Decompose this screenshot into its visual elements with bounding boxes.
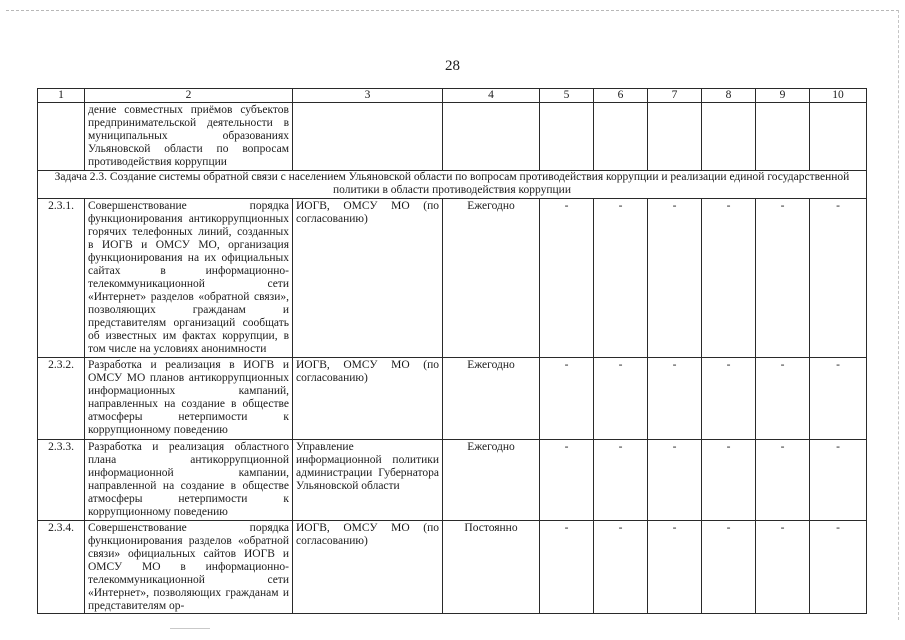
- row-number: 2.3.4.: [38, 521, 85, 614]
- scan-edge-top: [6, 10, 899, 11]
- scan-edge-right: [898, 10, 899, 620]
- value-cell: -: [648, 358, 702, 440]
- value-cell: -: [810, 199, 867, 358]
- empty-cell: [594, 103, 648, 171]
- measure-text: Разработка и реализация в ИОГВ и ОМСУ МО планов антикоррупционных информационных кампаний, направленных на создание в обществе атмосферы нетерпимости к коррупционному поведению: [85, 358, 293, 440]
- column-header: 5: [540, 89, 594, 103]
- value-cell: -: [648, 521, 702, 614]
- value-cell: -: [810, 358, 867, 440]
- empty-cell: [756, 103, 810, 171]
- column-header: 3: [293, 89, 443, 103]
- value-cell: -: [810, 440, 867, 521]
- measures-table: [37, 88, 867, 614]
- value-cell: -: [756, 199, 810, 358]
- value-cell: -: [756, 521, 810, 614]
- table-row: [38, 521, 867, 614]
- table-row-continuation: [38, 103, 867, 171]
- value-cell: -: [702, 199, 756, 358]
- table-row: [38, 440, 867, 521]
- value-cell: -: [756, 358, 810, 440]
- column-header: 2: [85, 89, 293, 103]
- value-cell: -: [702, 440, 756, 521]
- period-text: Постоянно: [443, 521, 540, 614]
- column-header: 1: [38, 89, 85, 103]
- measure-text: дение совместных приёмов субъектов предпринимательской деятельности в муниципальных образованиях Ульяновской области по вопросам противодействия коррупции: [85, 103, 293, 171]
- executor-text: [293, 103, 443, 171]
- task-heading: Задача 2.3. Создание системы обратной связи с населением Ульяновской области по вопросам противодействия коррупции и реализации единой государственной политики в области противодействия коррупции: [38, 171, 867, 199]
- period-text: Ежегодно: [443, 440, 540, 521]
- empty-cell: [702, 103, 756, 171]
- value-cell: -: [756, 440, 810, 521]
- column-header: 10: [810, 89, 867, 103]
- executor-text: ИОГВ, ОМСУ МО (по согласованию): [293, 521, 443, 614]
- column-number-row: [38, 89, 867, 103]
- value-cell: -: [702, 521, 756, 614]
- value-cell: -: [540, 358, 594, 440]
- executor-text: ИОГВ, ОМСУ МО (по согласованию): [293, 199, 443, 358]
- empty-cell: [540, 103, 594, 171]
- empty-cell: [810, 103, 867, 171]
- measure-text: Совершенствование порядка функционирования разделов «обратной связи» официальных сайтов ИОГВ и ОМСУ МО в информационно-телекоммуникационной сети «Интернет», позволяющих гражданам и представителям ор-: [85, 521, 293, 614]
- value-cell: -: [540, 521, 594, 614]
- period-text: Ежегодно: [443, 358, 540, 440]
- row-number: 2.3.3.: [38, 440, 85, 521]
- value-cell: -: [702, 358, 756, 440]
- scan-mark: [170, 628, 210, 629]
- value-cell: -: [540, 199, 594, 358]
- period-text: Ежегодно: [443, 199, 540, 358]
- task-row: [38, 171, 867, 199]
- value-cell: -: [648, 440, 702, 521]
- measure-text: Разработка и реализация областного плана антикоррупционной информационной кампании, направленной на создание в обществе атмосферы нетерпимости к коррупционному поведению: [85, 440, 293, 521]
- column-header: 4: [443, 89, 540, 103]
- row-number: 2.3.1.: [38, 199, 85, 358]
- empty-cell: [648, 103, 702, 171]
- row-number: [38, 103, 85, 171]
- column-header: 7: [648, 89, 702, 103]
- value-cell: -: [648, 199, 702, 358]
- row-number: 2.3.2.: [38, 358, 85, 440]
- table-row: [38, 199, 867, 358]
- executor-text: Управление информационной политики администрации Губернатора Ульяновской области: [293, 440, 443, 521]
- period-text: [443, 103, 540, 171]
- column-header: 8: [702, 89, 756, 103]
- value-cell: -: [810, 521, 867, 614]
- page-number: 28: [445, 58, 460, 74]
- value-cell: -: [540, 440, 594, 521]
- value-cell: -: [594, 199, 648, 358]
- value-cell: -: [594, 521, 648, 614]
- table-row: [38, 358, 867, 440]
- executor-text: ИОГВ, ОМСУ МО (по согласованию): [293, 358, 443, 440]
- measure-text: Совершенствование порядка функционирования антикоррупционных горячих телефонных линий, созданных в ИОГВ и ОМСУ МО, организация функционирования на их официальных сайтах в информационно-телекоммуникационной сети «Интернет» разделов «обратной связи», позволяющих гражданам и представителям организаций сообщать об известных им фактах коррупции, в том числе на условиях анонимности: [85, 199, 293, 358]
- value-cell: -: [594, 440, 648, 521]
- column-header: 9: [756, 89, 810, 103]
- column-header: 6: [594, 89, 648, 103]
- value-cell: -: [594, 358, 648, 440]
